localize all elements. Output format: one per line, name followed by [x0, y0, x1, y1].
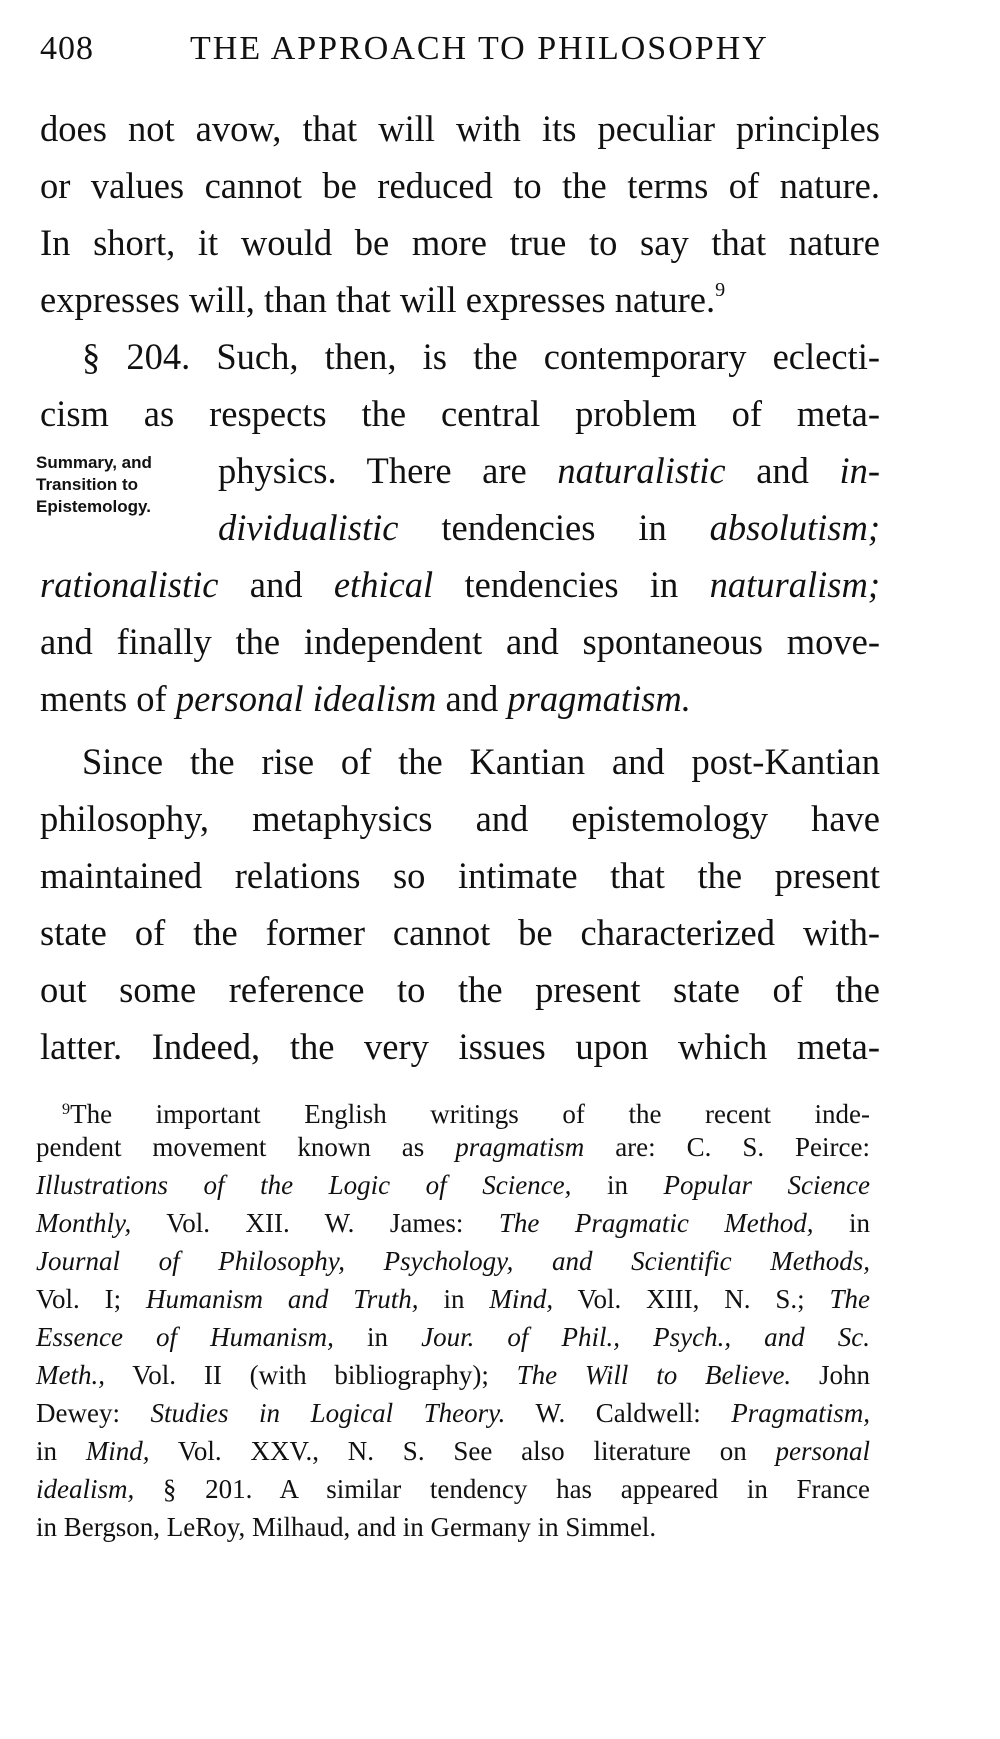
body-line: ments of personal idealism and pragmatism. [40, 678, 691, 719]
body-line: In short, it would be more true to say that nature [40, 222, 880, 263]
emphasized-term: Popular Science [663, 1170, 870, 1200]
emphasized-term: pragmatism [455, 1132, 585, 1162]
body-line: cism as respects the central problem of meta- [40, 393, 880, 434]
body-line: latter. Indeed, the very issues upon which meta- [40, 1026, 880, 1067]
emphasized-term: Humanism and Truth, [146, 1284, 419, 1314]
emphasized-term: ethical [333, 564, 434, 605]
emphasized-term: rationalistic [40, 564, 219, 605]
section-opening-line: § 204. Such, then, is the contemporary eclecti- [82, 336, 880, 377]
emphasized-term: Essence of Humanism, [36, 1322, 334, 1352]
emphasized-term: Monthly, [36, 1208, 132, 1238]
margin-note-line: Transition to [36, 475, 138, 494]
footnote-reference: 9 [715, 278, 726, 301]
footnote-line: Vol. I; Humanism and Truth, in Mind, Vol. XIII, N. S.; The [36, 1284, 870, 1314]
emphasized-term: in- [839, 450, 881, 491]
body-line: rationalistic and ethical tendencies in naturalism; [40, 564, 880, 605]
emphasized-term: naturalistic [557, 450, 726, 491]
footnote-marker: 9 [62, 1100, 71, 1118]
emphasized-term: Meth., [36, 1360, 105, 1390]
emphasized-term: The Pragmatic Method, [498, 1208, 814, 1238]
emphasized-term: absolutism; [709, 507, 880, 548]
margin-note-line: Summary, and [36, 453, 152, 472]
body-line: does not avow, that will with its peculiar principles [40, 108, 880, 149]
emphasized-term: naturalism; [709, 564, 880, 605]
emphasized-term: personal [775, 1436, 870, 1466]
footnote-line [36, 1242, 870, 1280]
footnote-line: Monthly, Vol. XII. W. James: The Pragmatic Method, in [36, 1208, 870, 1238]
emphasized-term: Mind, [489, 1284, 554, 1314]
paragraph-opening-line: Since the rise of the Kantian and post-Kantian [82, 741, 880, 782]
body-line: or values cannot be reduced to the terms of nature. [40, 165, 880, 206]
emphasized-term: idealism, [36, 1474, 135, 1504]
emphasized-term: Mind, [85, 1436, 150, 1466]
page-number: 408 [40, 30, 94, 67]
emphasized-term: Pragmatism, [731, 1398, 871, 1428]
emphasized-term: Illustrations of the Logic of Science, [36, 1170, 572, 1200]
emphasized-term: dividualistic [218, 507, 399, 548]
emphasized-term: Journal of Philosophy, Psychology, and Scientific Methods, [36, 1246, 870, 1276]
emphasized-term: personal idealism [175, 678, 437, 719]
emphasized-term: The Will to Believe. [516, 1360, 792, 1390]
body-line: state of the former cannot be characterized with- [40, 912, 880, 953]
footnote-line: $^9$The important English writings of the recent inde- [62, 1098, 870, 1129]
footnote-line: Dewey: Studies in Logical Theory. W. Caldwell: Pragmatism, [36, 1398, 871, 1428]
body-line: dividualistic tendencies in absolutism; [218, 507, 880, 548]
footnote-line: in Mind, Vol. XXV., N. S. See also literature on personal [36, 1436, 870, 1466]
footnote-line: Illustrations of the Logic of Science, in Popular Science [36, 1170, 870, 1200]
emphasized-term: The [829, 1284, 870, 1314]
emphasized-term: Jour. of Phil., Psych., and Sc. [421, 1322, 870, 1352]
body-line: expresses will, than that will expresses nature.$^9$ [40, 278, 726, 320]
emphasized-term: Studies in Logical Theory. [150, 1398, 506, 1428]
footnote-line: idealism, § 201. A similar tendency has appeared in France [36, 1474, 870, 1504]
footnote-line: Essence of Humanism, in Jour. of Phil., Psych., and Sc. [36, 1322, 870, 1352]
page-header [40, 30, 840, 80]
margin-note-line: Epistemology. [36, 497, 151, 516]
footnote-line: Meth., Vol. II (with bibliography); The Will to Believe. John [36, 1360, 870, 1390]
body-line: out some reference to the present state of the [40, 969, 880, 1010]
footnote-line: pendent movement known as pragmatism are: C. S. Peirce: [36, 1132, 870, 1162]
emphasized-term: pragmatism. [507, 678, 691, 719]
footnote-line: in Bergson, LeRoy, Milhaud, and in Germany in Simmel. [36, 1512, 657, 1542]
body-line: maintained relations so intimate that the present [40, 855, 880, 896]
body-line: and finally the independent and spontaneous move- [40, 621, 880, 662]
margin-note [36, 452, 216, 518]
body-line: physics. There are naturalistic and in- [218, 450, 881, 491]
body-line: philosophy, metaphysics and epistemology have [40, 798, 880, 839]
running-title: THE APPROACH TO PHILOSOPHY [190, 30, 769, 67]
